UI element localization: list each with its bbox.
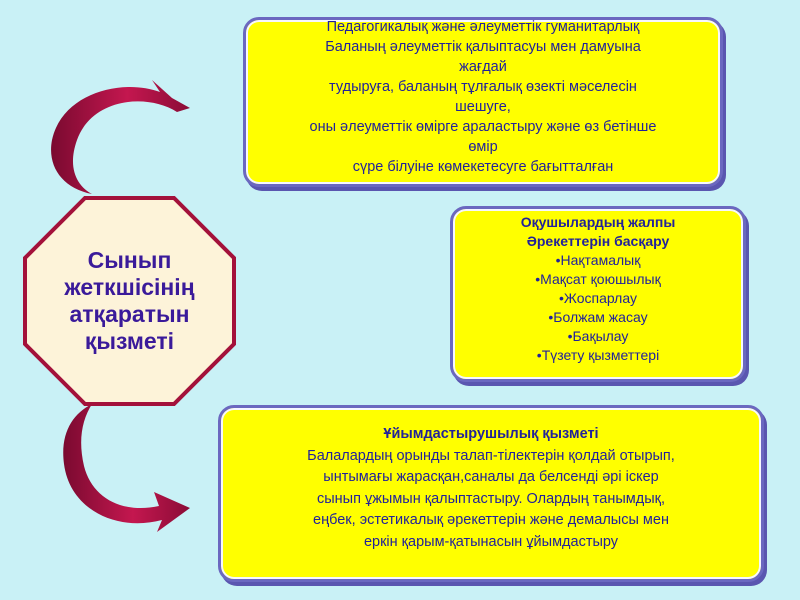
box-title: Әрекеттерін басқару — [526, 233, 670, 249]
box-line: Балалардың орынды талап-тілектерін қолдай отырып, — [307, 447, 675, 464]
box-line: сүре білуіне көмекетесуге бағытталған — [352, 159, 614, 175]
box-line: тудыруға, баланың тұлғалық өзекті мәселесін — [329, 79, 637, 95]
box-line: еңбек, эстетикалық әрекеттерін және демалысы мен — [313, 512, 669, 528]
box-line: өмір — [468, 139, 498, 155]
box-title: Оқушылардың жалпы — [520, 214, 676, 230]
box-line: жағдай — [459, 59, 507, 75]
box-line: еркін қарым-қатынасын ұйымдастыру — [363, 533, 619, 550]
list-item: •Бақылау — [567, 328, 629, 344]
center-title: Сынып жеткшісінің атқаратын қызметі — [64, 247, 195, 354]
list-item: •Болжам жасау — [548, 309, 648, 325]
box-line: шешуге, — [455, 99, 511, 115]
list-item: •Жоспарлау — [559, 290, 637, 306]
curved-arrow-down-icon — [22, 400, 212, 570]
list-item: •Нақтамалық — [555, 252, 641, 268]
box-line: оны әлеуметтік өмірге араластыру және өз бетінше — [309, 119, 657, 135]
organizational-function-box — [218, 405, 764, 582]
management-function-box — [450, 206, 746, 382]
list-item: •Түзету қызметтері — [536, 347, 660, 363]
humanitarian-function-box — [243, 17, 723, 187]
box-line: ынтымағы жарасқан,саналы да белсенді әрі іскер — [323, 469, 659, 485]
box-title: Ұйымдастырушылық қызметі — [383, 426, 599, 442]
box-title: Педагогикалық және әлеуметтік гуманитарлық — [326, 19, 640, 35]
list-item: •Мақсат қоюшылық — [535, 271, 661, 287]
center-octagon — [22, 195, 237, 407]
box-line: сынып ұжымын қалыптастыру. Олардың танымдық, — [316, 490, 666, 507]
curved-arrow-up-icon — [22, 48, 212, 198]
box-line: Баланың әлеуметтік қалыптасуы мен дамуына — [325, 39, 641, 55]
